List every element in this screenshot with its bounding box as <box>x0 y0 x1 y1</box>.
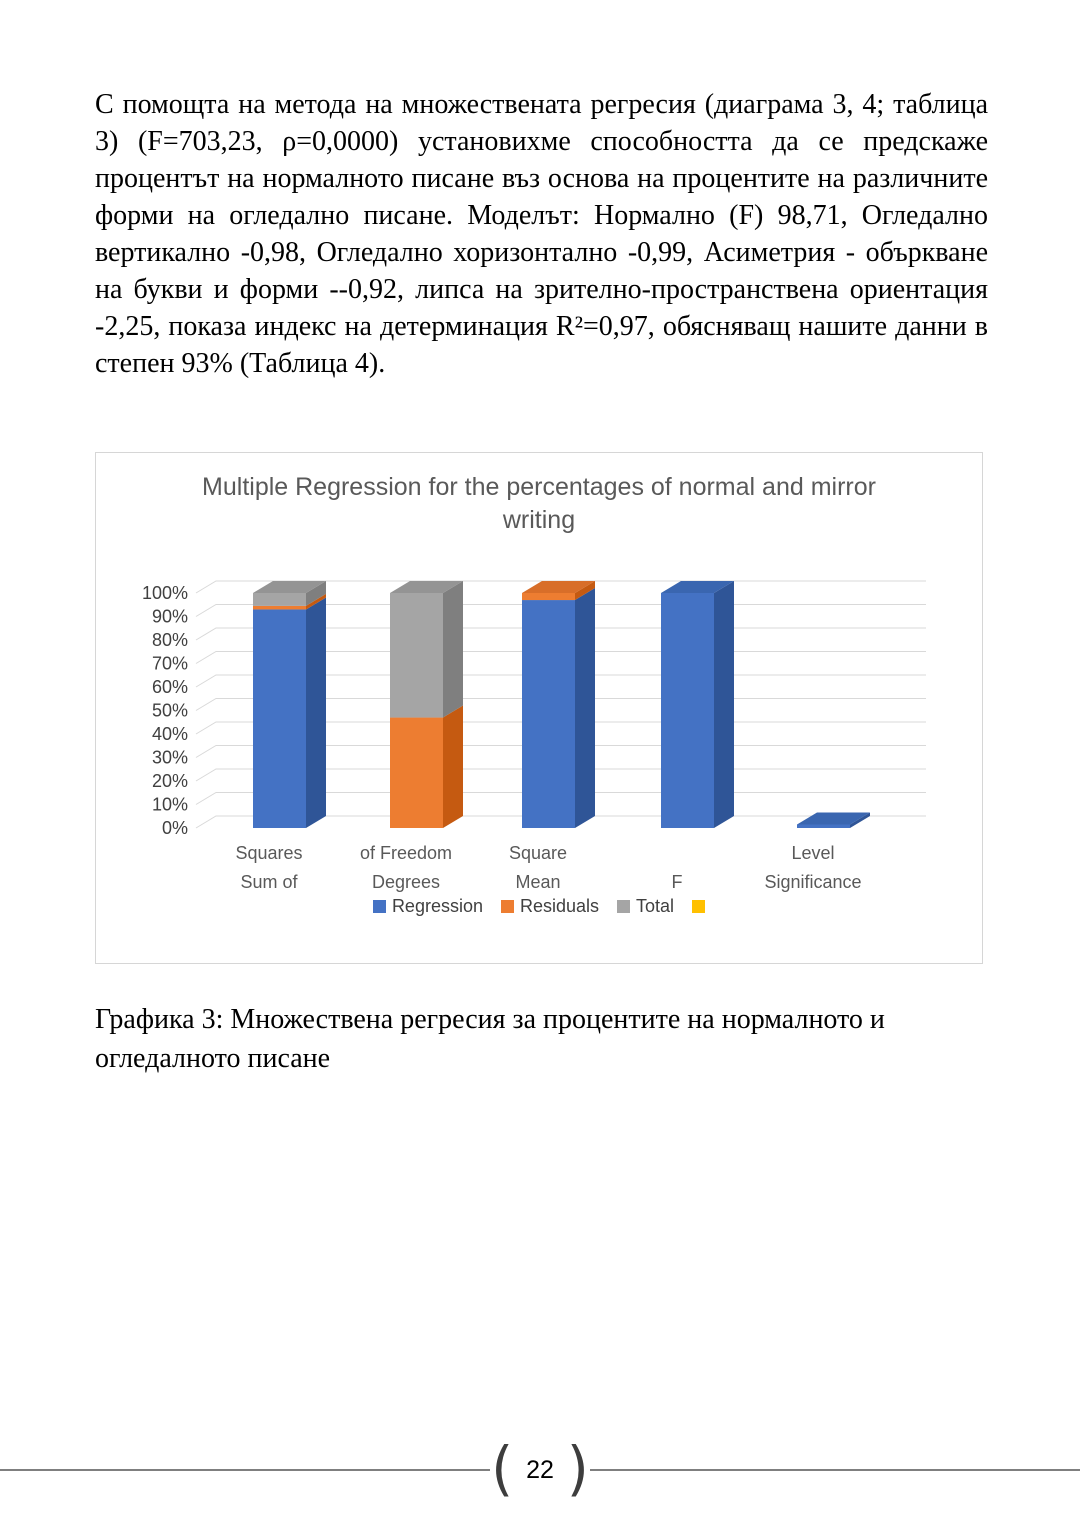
page-number: 22 <box>526 1455 554 1484</box>
page-footer <box>0 1435 1080 1504</box>
category-label-line2: Significance <box>764 872 862 892</box>
y-axis-tick-label: 70% <box>151 653 188 674</box>
y-axis-tick-label: 50% <box>151 700 188 721</box>
bar-segment-Regression <box>661 593 714 828</box>
legend-item <box>617 896 674 917</box>
bar-side-face <box>575 588 595 828</box>
left-bracket-glyph: ( <box>491 1435 514 1504</box>
right-bracket-glyph: ) <box>566 1435 589 1504</box>
category-label-line2: Mean <box>515 872 561 892</box>
category-label-line1: Squares <box>235 843 303 863</box>
bar-segment-Regression <box>522 600 575 828</box>
y-axis-tick-label: 60% <box>151 677 188 697</box>
bar-side-face <box>306 597 326 828</box>
bar-side-face <box>443 706 463 828</box>
category-label-line1: Square <box>508 843 568 863</box>
body-paragraph: С помощта на метода на множествената регресия (диаграма 3, 4; таблица 3) (F=703,23, ρ=0,0000) установихме способността да се предскаже процентът на нормалното писане въз основа на процентите на различните форми на огледално писане. Моделът: Нормално (F) 98,71, Огледално вертикално -0,98, Огледално хоризонтално -0,99, Асиметрия - объркване на букви и форми --0,92, липса на зрително-пространствена ориентация -2,25, показа индекс на детерминация R²=0,97, обясняващ нашите данни в степен 93% (Таблица 4). <box>95 89 988 379</box>
footer-rule-right <box>590 1469 1080 1471</box>
legend-swatch <box>692 900 705 913</box>
legend-swatch <box>501 900 514 913</box>
bar-segment-Regression <box>253 609 306 828</box>
y-axis-tick-label: 40% <box>151 724 188 744</box>
legend-swatch <box>617 900 630 913</box>
legend-label: Total <box>636 896 675 916</box>
embedded-chart <box>95 452 983 964</box>
legend-label: Residuals <box>519 896 600 916</box>
y-axis-tick-label: 90% <box>151 606 188 627</box>
bar-side-face <box>443 581 463 718</box>
legend-label: Regression <box>391 896 483 916</box>
bar-side-face <box>714 581 734 828</box>
bar-segment-Residuals <box>390 718 443 828</box>
chart-plot-area <box>96 541 982 896</box>
legend-item <box>501 896 599 917</box>
category-label-line2: F <box>671 872 683 892</box>
bar-top-face <box>797 812 870 824</box>
bar-segment-Total <box>390 593 443 718</box>
y-axis-tick-label: 30% <box>151 747 188 768</box>
footer-rule-left <box>0 1469 490 1471</box>
y-axis-tick-label: 20% <box>151 771 188 791</box>
y-axis-tick-label: 0% <box>161 818 188 838</box>
legend-item <box>692 900 705 913</box>
legend-item <box>373 896 483 917</box>
y-axis-tick-label: 100% <box>141 583 188 603</box>
bar-segment-Residuals <box>253 606 306 610</box>
category-label-line1: Level <box>791 843 835 863</box>
chart-title: Multiple Regression for the percentages of normal and mirror writing <box>202 473 876 534</box>
bar-segment-Residuals <box>522 593 575 600</box>
category-label-line1: of Freedom <box>359 843 453 863</box>
y-axis-tick-label: 10% <box>151 794 188 815</box>
category-label-line2: Degrees <box>371 872 441 892</box>
legend-swatch <box>373 900 386 913</box>
figure-caption: Графика 3: Множествена регресия за процентите на нормалното и огледалното писане <box>95 1004 885 1074</box>
bar-segment-Regression <box>797 824 850 828</box>
y-axis-tick-label: 80% <box>151 630 188 650</box>
bar-segment-Total <box>253 593 306 606</box>
chart-legend <box>96 896 982 917</box>
category-label-line2: Sum of <box>240 872 298 892</box>
